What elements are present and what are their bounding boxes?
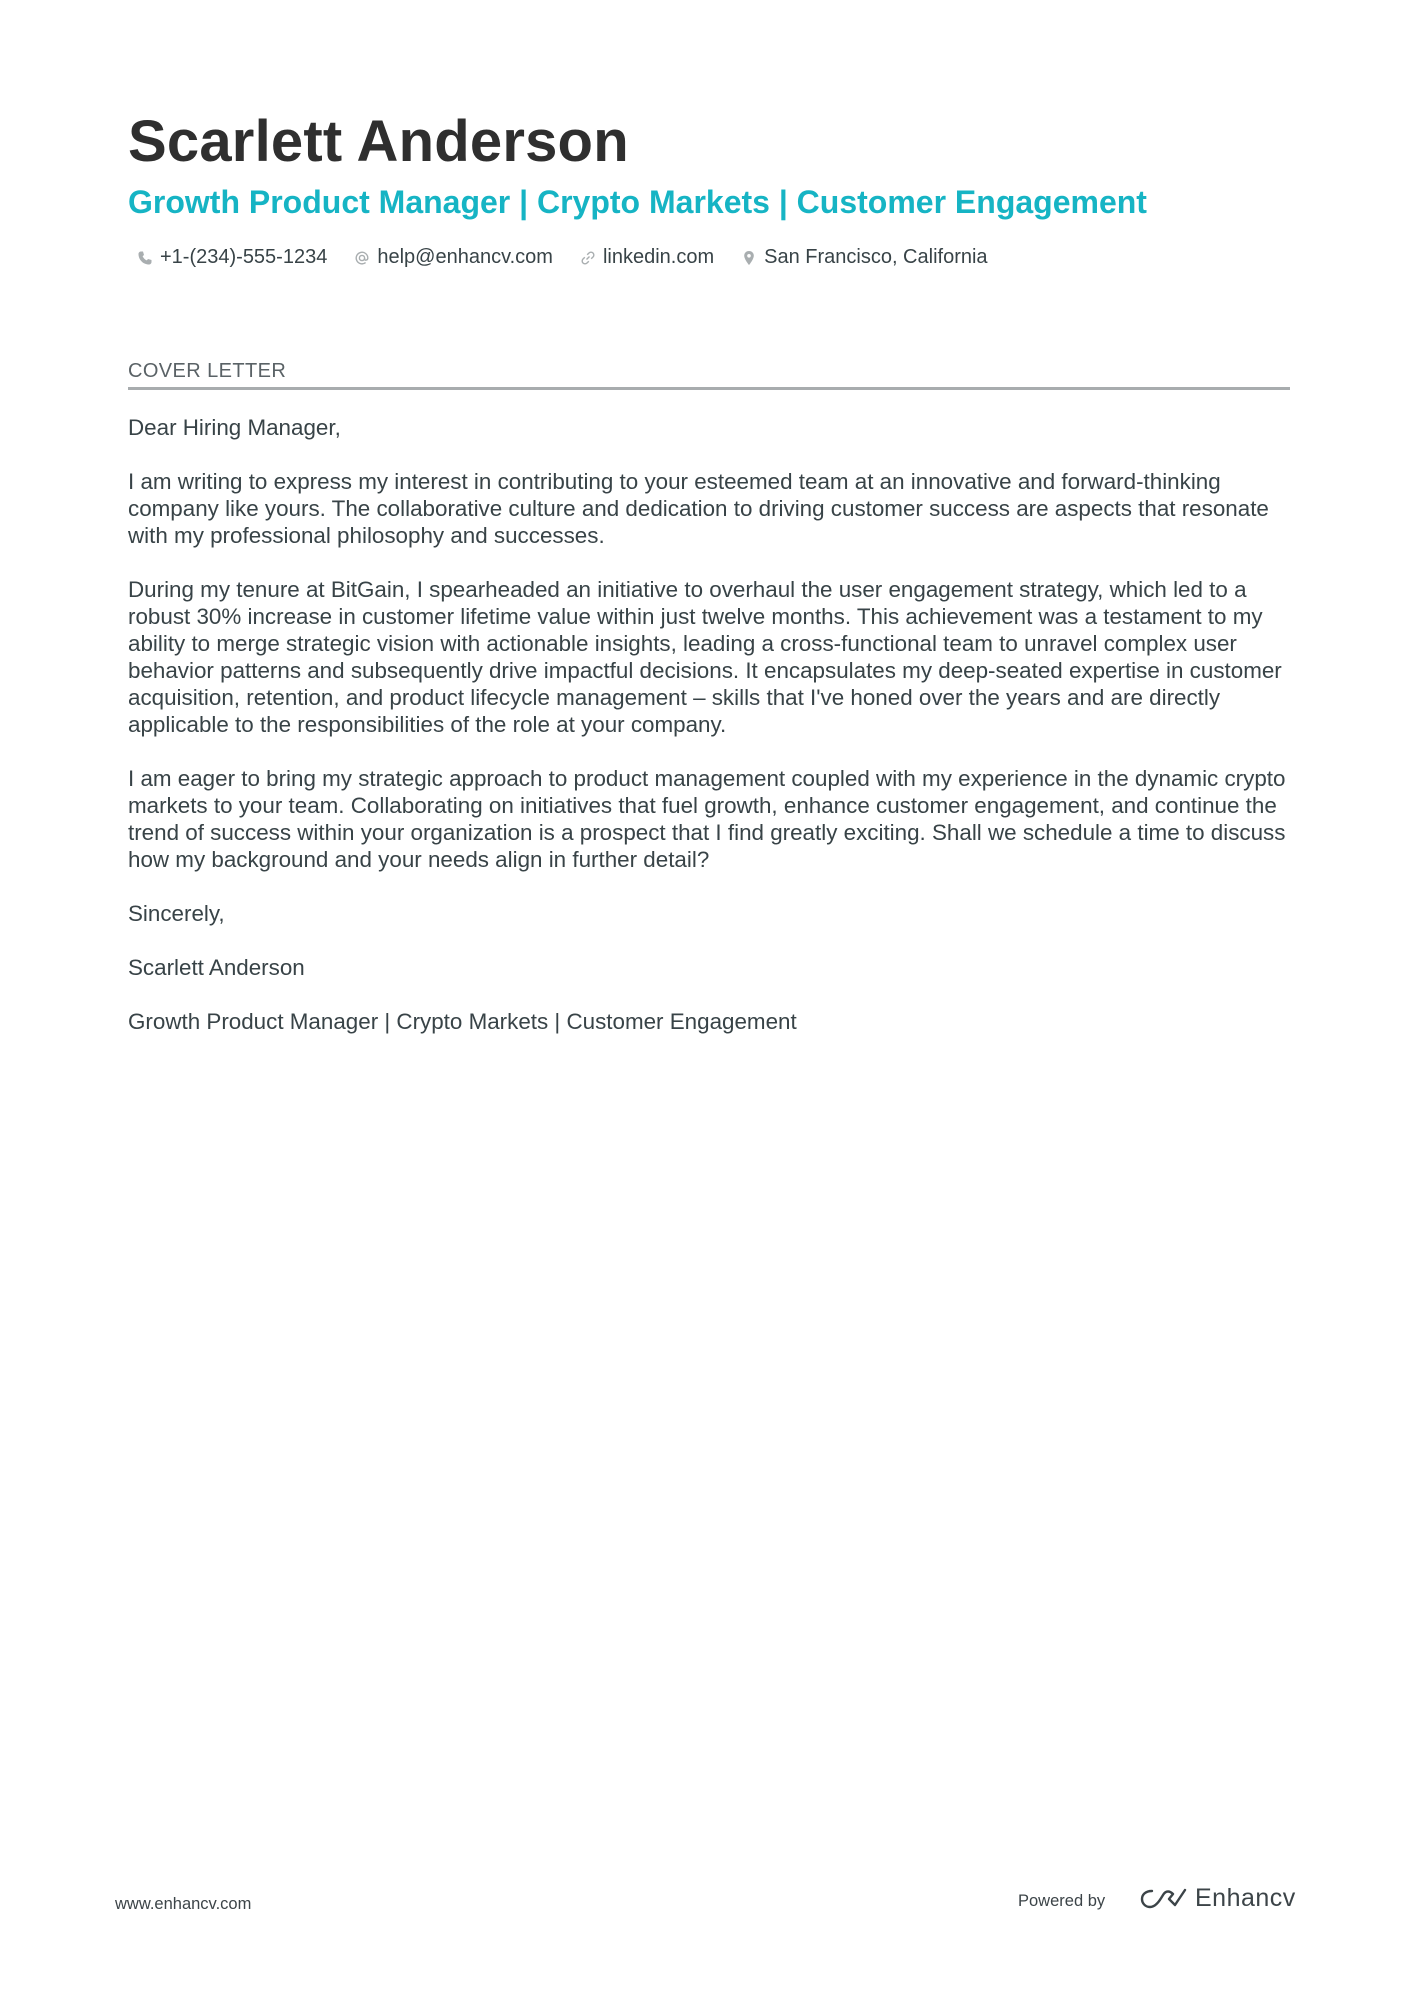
candidate-headline: Growth Product Manager | Crypto Markets | Customer Engagement bbox=[128, 184, 1147, 220]
letter-paragraph: I am writing to express my interest in contributing to your esteemed team at an innovative and forward-thinking company like yours. The collaborative culture and dedication to driving customer success are aspects that resonate with my professional philosophy and successes. bbox=[128, 469, 1269, 548]
letter-paragraph: During my tenure at BitGain, I spearheaded an initiative to overhaul the user engagement strategy, which led to a robust 30% increase in customer lifetime value within just twelve months. This achievement was a testament to my ability to merge strategic vision with actionable insights, leading a cross-functional team to unravel complex user behavior patterns and subsequently drive impactful decisions. It encapsulates my deep-seated expertise in customer acquisition, retention, and product lifecycle management – skills that I've honed over the years and are directly applicable to the responsibilities of the role at your company. bbox=[128, 577, 1282, 737]
location-text: San Francisco, California bbox=[764, 246, 988, 268]
phone-icon bbox=[136, 249, 154, 267]
contact-phone[interactable] bbox=[136, 246, 327, 269]
letter-paragraph: I am eager to bring my strategic approach to product management coupled with my experience in the dynamic crypto markets to your team. Collaborating on initiatives that fuel growth, enhance customer engagement, and continue the trend of success within your organization is a prospect that I find greatly exciting. Shall we schedule a time to discuss how my background and your needs align in further detail? bbox=[128, 766, 1286, 872]
enhancv-brand-name: Enhancv bbox=[1195, 1884, 1296, 1912]
at-icon bbox=[353, 249, 371, 267]
website-link: linkedin.com bbox=[602, 246, 715, 268]
email-address: help@enhancv.com bbox=[377, 246, 553, 268]
footer-url[interactable]: www.enhancv.com bbox=[115, 1895, 252, 1913]
section-title: COVER LETTER bbox=[128, 360, 1290, 390]
map-pin-icon bbox=[740, 249, 758, 267]
phone-number: +1-(234)-555-1234 bbox=[160, 246, 328, 268]
enhancv-logo[interactable] bbox=[1139, 1884, 1296, 1913]
contact-email[interactable] bbox=[353, 246, 553, 269]
enhancv-logo-icon bbox=[1139, 1886, 1187, 1912]
signature-name: Scarlett Anderson bbox=[128, 955, 305, 980]
letter-body bbox=[128, 414, 1290, 1062]
link-icon bbox=[579, 249, 597, 267]
signature-title: Growth Product Manager | Crypto Markets | Customer Engagement bbox=[128, 1009, 797, 1034]
candidate-name: Scarlett Anderson bbox=[128, 109, 629, 174]
powered-by-label: Powered by bbox=[1018, 1892, 1106, 1910]
contact-website[interactable] bbox=[579, 246, 714, 269]
letter-closing: Sincerely, bbox=[128, 901, 225, 926]
letter-greeting: Dear Hiring Manager, bbox=[128, 415, 341, 440]
contact-location bbox=[740, 246, 987, 269]
contact-bar bbox=[136, 246, 1014, 269]
